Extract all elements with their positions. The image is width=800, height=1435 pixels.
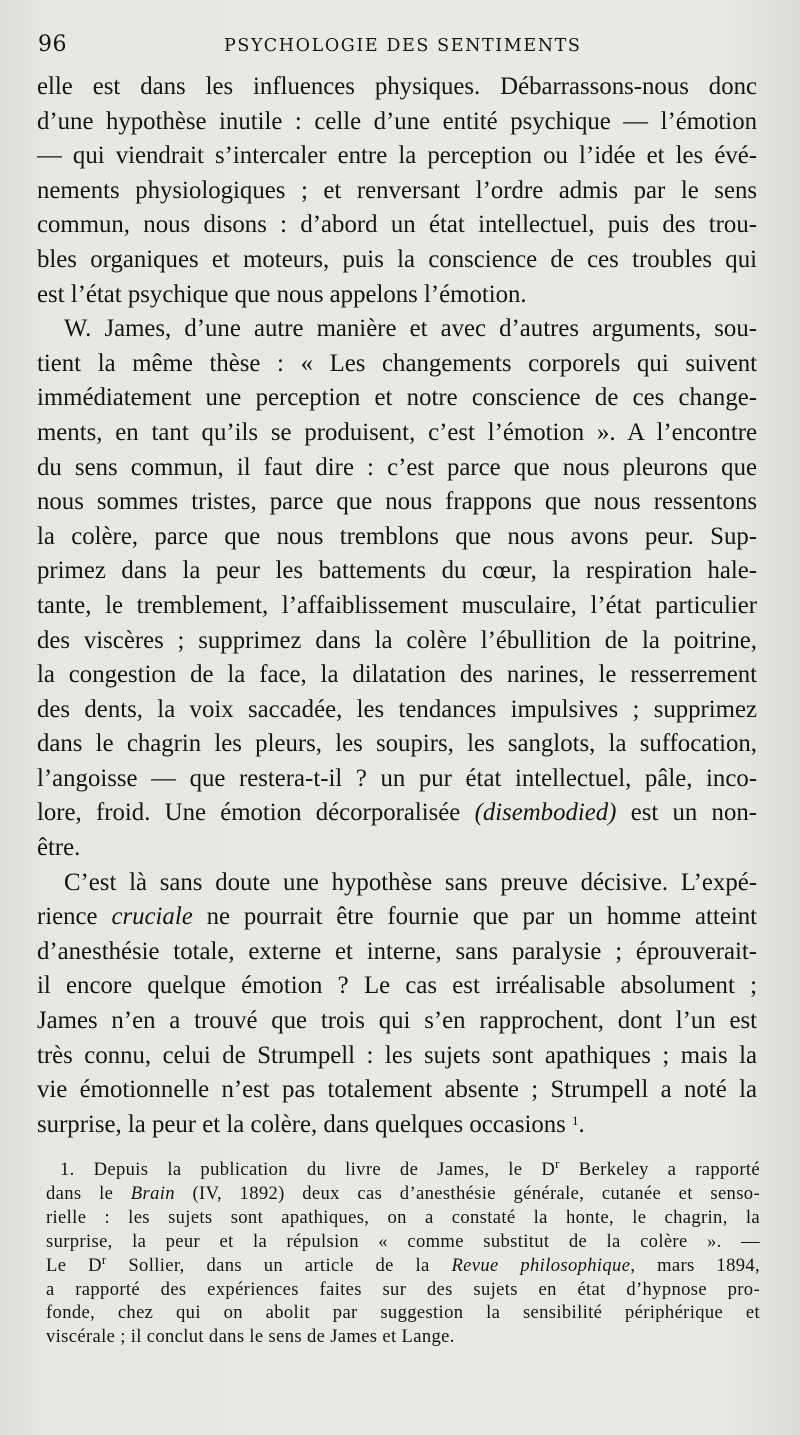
- text-line: vie émotionnelle n’est pas totalement absente ; Strumpell a noté la: [37, 1076, 757, 1104]
- text-line: [37, 796, 757, 831]
- footnote-line: viscérale ; il conclut dans le sens de James et Lange.: [46, 1326, 455, 1348]
- footnote-line: surprise, la peur et la répulsion « comme substitut de la colère ». —: [46, 1230, 760, 1252]
- footnote-line: [46, 1182, 760, 1206]
- text-line: des viscères ; supprimez dans la colère l’ébullition de la poitrine,: [37, 626, 757, 654]
- text-fragment: est un non-: [616, 799, 757, 827]
- text-line: la congestion de la face, la dilatation des narines, le resserrement: [37, 661, 757, 689]
- italic-term: (disembodied): [474, 799, 617, 827]
- superscript: r: [101, 1251, 107, 1267]
- text-line: dans le chagrin les pleurs, les soupirs, les sanglots, la suffocation,: [37, 730, 757, 758]
- text-line: tante, le tremblement, l’affaiblissement musculaire, l’état particulier: [37, 591, 757, 619]
- text-line: James n’en a trouvé que trois qui s’en rapprochent, dont l’un est: [37, 1007, 757, 1035]
- text-fragment: lore, froid. Une émotion décorporalisée: [37, 799, 475, 827]
- text-line: [37, 900, 757, 935]
- text-line: — qui viendrait s’intercaler entre la perception ou l’idée et les évé-: [37, 142, 757, 170]
- page-header: [38, 32, 756, 62]
- text-line: du sens commun, il faut dire : c’est parce que nous pleurons que: [37, 453, 757, 481]
- text-line: commun, nous disons : d’abord un état intellectuel, puis des trou-: [37, 211, 757, 239]
- page-number: 96: [38, 32, 67, 57]
- text-line: elle est dans les influences physiques. Débarrassons-nous donc: [37, 73, 757, 100]
- footnote-reference: 1: [572, 1112, 579, 1128]
- text-line: d’une hypothèse inutile : celle d’une entité psychique — l’émotion: [37, 107, 757, 135]
- text-line: l’angoisse — que restera-t-il ? un pur état intellectuel, pâle, inco-: [37, 764, 757, 792]
- text-line: il encore quelque émotion ? Le cas est irréalisable absolument ;: [37, 972, 757, 1000]
- text-line: C’est là sans doute une hypothèse sans preuve décisive. L’expé-: [64, 868, 757, 896]
- text-fragment: .: [578, 1110, 585, 1138]
- footnote-number: 1.: [60, 1159, 75, 1180]
- text-line: est l’état psychique que nous appelons l’émotion.: [37, 280, 527, 308]
- text-fragment: ne pourrait être fournie que par un homme atteint: [192, 903, 758, 931]
- text-fragment: Depuis la publication du livre de James, le D: [74, 1159, 556, 1180]
- text-fragment: (IV, 1892) deux cas d’anesthésie générale, cutanée et senso-: [174, 1182, 760, 1204]
- text-line: bles organiques et moteurs, puis la conscience de ces troubles qui: [37, 245, 757, 273]
- italic-term: cruciale: [111, 903, 193, 931]
- footnote-line: [46, 1251, 761, 1278]
- footnote-line: fonde, chez qui on abolit par suggestion la sensibilité périphérique et: [46, 1302, 760, 1324]
- italic-title: Revue philosophique: [451, 1254, 631, 1276]
- text-line: très connu, celui de Strumpell : les sujets sont apathiques ; mais la: [37, 1041, 757, 1069]
- text-fragment: surprise, la peur et la colère, dans quelques occasions: [37, 1110, 573, 1138]
- text-line: des dents, la voix saccadée, les tendances impulsives ; supprimez: [37, 695, 757, 723]
- text-line: tient la même thèse : « Les changements corporels qui suivent: [37, 349, 757, 377]
- text-line: W. James, d’une autre manière et avec d’autres arguments, sou-: [64, 315, 757, 343]
- text-line: d’anesthésie totale, externe et interne, sans paralysie ; éprouverait-: [37, 937, 757, 965]
- text-fragment: Le D: [46, 1254, 102, 1276]
- text-fragment: , mars 1894,: [630, 1254, 761, 1276]
- text-line: ments, en tant qu’ils se produisent, c’est l’émotion ». A l’encontre: [37, 418, 757, 446]
- text-line: [37, 1108, 757, 1143]
- body-text: [37, 70, 757, 1142]
- italic-title: Brain: [130, 1182, 175, 1204]
- text-fragment: dans le: [46, 1182, 131, 1204]
- text-fragment: Sollier, dans un article de la: [106, 1254, 452, 1276]
- text-line: la colère, parce que nous tremblons que nous avons peur. Sup-: [37, 522, 757, 550]
- footnote-line: [46, 1158, 760, 1182]
- text-fragment: rience: [37, 903, 112, 931]
- running-head: PSYCHOLOGIE DES SENTIMENTS: [224, 36, 582, 56]
- text-line: nements physiologiques ; et renversant l’ordre admis par le sens: [37, 176, 757, 204]
- footnote: [46, 1158, 760, 1349]
- text-line: être.: [37, 834, 81, 862]
- text-fragment: Berkeley a rapporté: [559, 1159, 760, 1180]
- footnote-line: rielle : les sujets sont apathiques, on a constaté la honte, le chagrin, la: [46, 1206, 760, 1228]
- text-line: nous sommes tristes, parce que nous frappons que nous ressentons: [37, 488, 757, 516]
- footnote-line: a rapporté des expériences faites sur des sujets en état d’hypnose pro-: [46, 1278, 760, 1300]
- text-line: immédiatement une perception et notre conscience de ces change-: [37, 384, 757, 412]
- superscript: r: [555, 1156, 560, 1171]
- text-line: primez dans la peur les battements du cœur, la respiration hale-: [37, 557, 757, 585]
